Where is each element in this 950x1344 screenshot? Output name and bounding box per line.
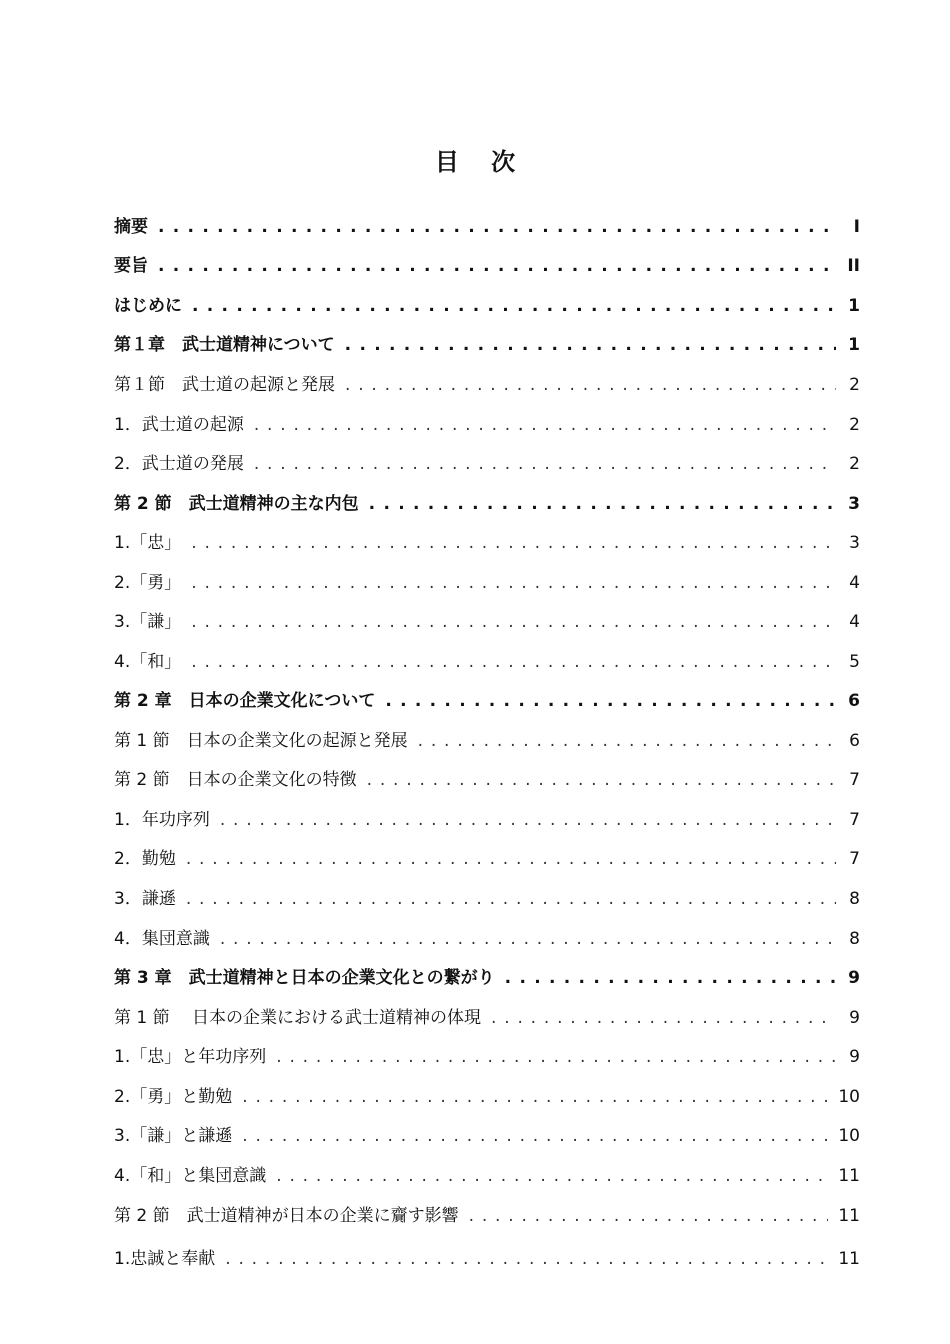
toc-entry-title: 摘要 (114, 217, 148, 237)
toc-page-number: 9 (849, 1008, 860, 1028)
toc-dot-leader (345, 333, 836, 357)
toc-entry[interactable] (114, 1164, 860, 1188)
toc-dot-leader (418, 729, 836, 753)
toc-page-number: 6 (849, 731, 860, 751)
toc-entry-title: 4.「和」 (114, 652, 182, 672)
toc-dot-leader (276, 1045, 836, 1069)
toc-entry-title: 1．年功序列 (114, 810, 210, 830)
toc-entry-title: 第 1 節 日本の企業文化の起源と発展 (114, 731, 408, 751)
toc-entry[interactable] (114, 413, 860, 437)
toc-page-number: 9 (849, 1047, 860, 1067)
toc-entry-title: 第 1 節 日本の企業における武士道精神の体現 (114, 1008, 482, 1028)
toc-page-number: 8 (849, 929, 860, 949)
toc-page-number: 4 (849, 573, 860, 593)
toc-dot-leader (191, 571, 836, 595)
toc-entry[interactable] (114, 1045, 860, 1069)
toc-page-number: 9 (848, 968, 860, 988)
toc-entry[interactable] (114, 294, 860, 318)
toc-page-number: 7 (849, 849, 860, 869)
toc-dot-leader (220, 927, 836, 951)
toc-entry-title: 4．集団意識 (114, 929, 210, 949)
toc-dot-leader (254, 413, 836, 437)
toc-page-number: 3 (849, 533, 860, 553)
toc-dot-leader (225, 1247, 828, 1271)
toc-page-number: 11 (838, 1206, 860, 1226)
toc-entry[interactable] (114, 1085, 860, 1109)
toc-page-number: 7 (849, 770, 860, 790)
toc-entry[interactable] (114, 1124, 860, 1148)
toc-entry[interactable] (114, 333, 860, 357)
toc-dot-leader (254, 452, 836, 476)
toc-dot-leader (369, 492, 836, 516)
toc-entry[interactable] (114, 610, 860, 634)
toc-page-number: 2 (849, 415, 860, 435)
toc-dot-leader (242, 1085, 828, 1109)
toc-entry[interactable] (114, 808, 860, 832)
toc-dot-leader (192, 294, 836, 318)
toc-page-number: 2 (849, 454, 860, 474)
toc-entry-title: 2.「勇」と勤勉 (114, 1087, 233, 1107)
toc-entry-title: 要旨 (114, 256, 148, 276)
toc-entry-title: 第１章 武士道精神について (114, 335, 335, 355)
toc-entry[interactable] (114, 689, 860, 713)
toc-dot-leader (191, 531, 836, 555)
toc-page-number: 8 (849, 889, 860, 909)
toc-entry[interactable] (114, 966, 860, 990)
toc-entry[interactable] (114, 452, 860, 476)
toc-page-number: 11 (838, 1166, 860, 1186)
toc-entry[interactable] (114, 729, 860, 753)
toc-entry[interactable] (114, 531, 860, 555)
toc-dot-leader (158, 215, 836, 239)
toc-entry-title: 第 2 節 武士道精神の主な内包 (114, 494, 359, 514)
toc-page-number: 7 (849, 810, 860, 830)
toc-entry[interactable] (114, 768, 860, 792)
toc-entry[interactable] (114, 254, 860, 278)
toc-entry-title: 3．謙遜 (114, 889, 176, 909)
toc-entry[interactable] (114, 1204, 860, 1228)
toc-page-number: 1 (848, 335, 860, 355)
toc-page-number: I (853, 217, 860, 237)
toc-entry-title: はじめに (114, 296, 182, 316)
toc-page-number: 4 (849, 612, 860, 632)
toc-page-number: 10 (838, 1126, 860, 1146)
toc-dot-leader (385, 689, 836, 713)
toc-entry-title: 1．武士道の起源 (114, 415, 244, 435)
toc-dot-leader (276, 1164, 828, 1188)
toc-page-number: 2 (849, 375, 860, 395)
toc-entry-title: 1.忠誠と奉献 (114, 1249, 216, 1269)
toc-dot-leader (345, 373, 836, 397)
toc-entry[interactable] (114, 927, 860, 951)
toc-page-number: 10 (838, 1087, 860, 1107)
toc-entry[interactable] (114, 1247, 860, 1271)
toc-entry[interactable] (114, 373, 860, 397)
toc-entry-title: 第 3 章 武士道精神と日本の企業文化との繋がり (114, 968, 495, 988)
toc-entry-title: 第 2 章 日本の企業文化について (114, 691, 376, 711)
toc-page-number: 11 (838, 1249, 860, 1269)
toc-entry[interactable] (114, 847, 860, 871)
toc-dot-leader (186, 887, 836, 911)
toc-dot-leader (469, 1204, 829, 1228)
toc-entry[interactable] (114, 887, 860, 911)
toc-entry[interactable] (114, 571, 860, 595)
toc-dot-leader (191, 610, 836, 634)
toc-dot-leader (191, 650, 836, 674)
toc-entry-title: 1.「忠」 (114, 533, 182, 553)
toc-dot-leader (242, 1124, 828, 1148)
toc-entry-title: 第 2 節 武士道精神が日本の企業に齎す影響 (114, 1206, 459, 1226)
toc-dot-leader (186, 847, 836, 871)
toc-entry-title: 2．武士道の発展 (114, 454, 244, 474)
toc-page-number: II (847, 256, 860, 276)
toc-entry-title: 第１節 武士道の起源と発展 (114, 375, 335, 395)
toc-dot-leader (367, 768, 836, 792)
toc-page-number: 1 (848, 296, 860, 316)
toc-entry-title: 1.「忠」と年功序列 (114, 1047, 267, 1067)
page-title: 目 次 (434, 148, 528, 177)
toc-dot-leader (491, 1006, 836, 1030)
toc-entry-title: 3.「謙」と謙遜 (114, 1126, 233, 1146)
toc-entry-title: 4.「和」と集団意識 (114, 1166, 267, 1186)
toc-page-number: 5 (849, 652, 860, 672)
toc-dot-leader (505, 966, 836, 990)
toc-entry[interactable] (114, 492, 860, 516)
toc-entry-title: 2．勤勉 (114, 849, 176, 869)
toc-entry-title: 第 2 節 日本の企業文化の特徴 (114, 770, 357, 790)
toc-dot-leader (220, 808, 836, 832)
toc-dot-leader (158, 254, 836, 278)
toc-entry[interactable] (114, 1006, 860, 1030)
toc-entry-title: 3.「謙」 (114, 612, 182, 632)
toc-entry[interactable] (114, 650, 860, 674)
toc-page-number: 3 (848, 494, 860, 514)
toc-page-number: 6 (848, 691, 860, 711)
toc-entry[interactable] (114, 215, 860, 239)
toc-entry-title: 2.「勇」 (114, 573, 182, 593)
